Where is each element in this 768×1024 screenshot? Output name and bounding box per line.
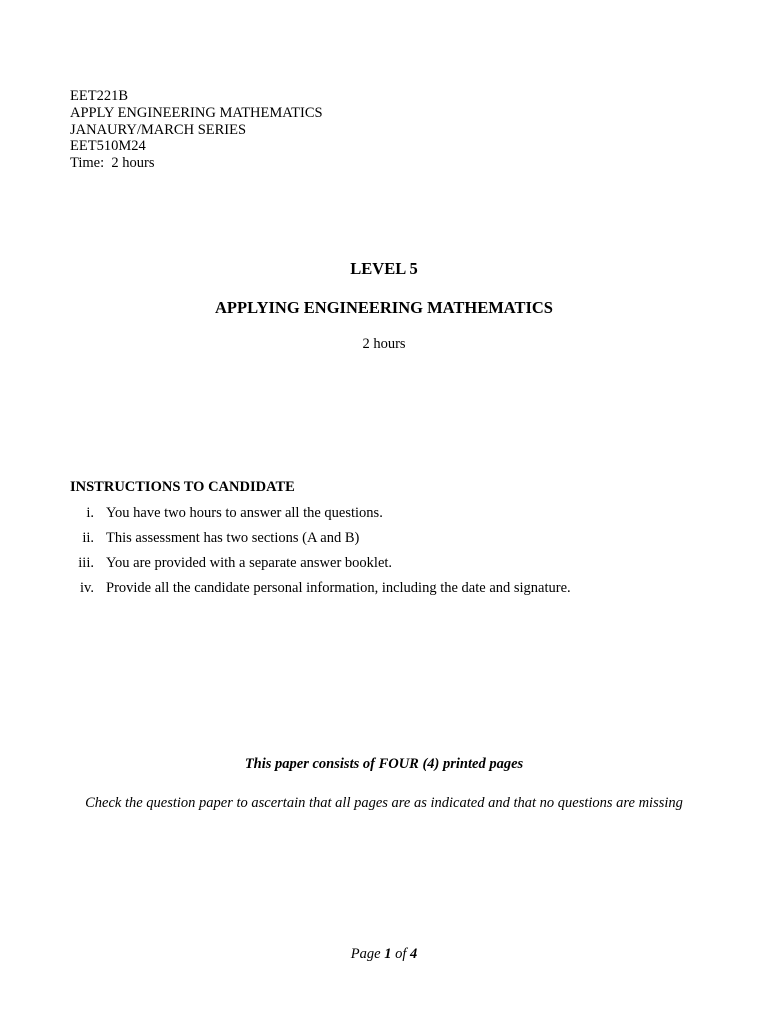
paper-code: EET510M24	[70, 138, 146, 155]
time-allowed: Time: 2 hours	[70, 155, 155, 172]
instruction-text: You have two hours to answer all the questions.	[106, 505, 383, 521]
current-page-number: 1	[384, 946, 392, 962]
duration-text: 2 hours	[362, 336, 406, 352]
course-header	[70, 88, 323, 172]
instruction-text: Provide all the candidate personal information, including the date and signature.	[106, 580, 571, 596]
check-pages-note: Check the question paper to ascertain that all pages are as indicated and that no questions are missing	[85, 795, 683, 811]
page-count-note: This paper consists of FOUR (4) printed pages	[244, 756, 524, 772]
total-pages-number: 4	[409, 946, 418, 962]
page-word: Page	[350, 946, 381, 962]
page-footer	[0, 946, 768, 963]
instructions-heading: INSTRUCTIONS TO CANDIDATE	[70, 479, 295, 495]
instruction-numeral: iv.	[80, 580, 94, 596]
course-name: APPLY ENGINEERING MATHEMATICS	[70, 104, 323, 121]
course-code: EET221B	[70, 88, 128, 104]
instruction-text: This assessment has two sections (A and B)	[106, 530, 360, 546]
instruction-numeral: iii.	[78, 555, 94, 571]
instruction-text: You are provided with a separate answer booklet.	[106, 555, 393, 571]
instruction-numeral: ii.	[82, 530, 94, 546]
of-word: of	[395, 946, 407, 962]
paper-title: APPLYING ENGINEERING MATHEMATICS	[215, 298, 553, 317]
exam-series: JANAURY/MARCH SERIES	[70, 121, 247, 138]
level-heading: LEVEL 5	[350, 259, 418, 278]
instruction-numeral: i.	[86, 505, 94, 521]
